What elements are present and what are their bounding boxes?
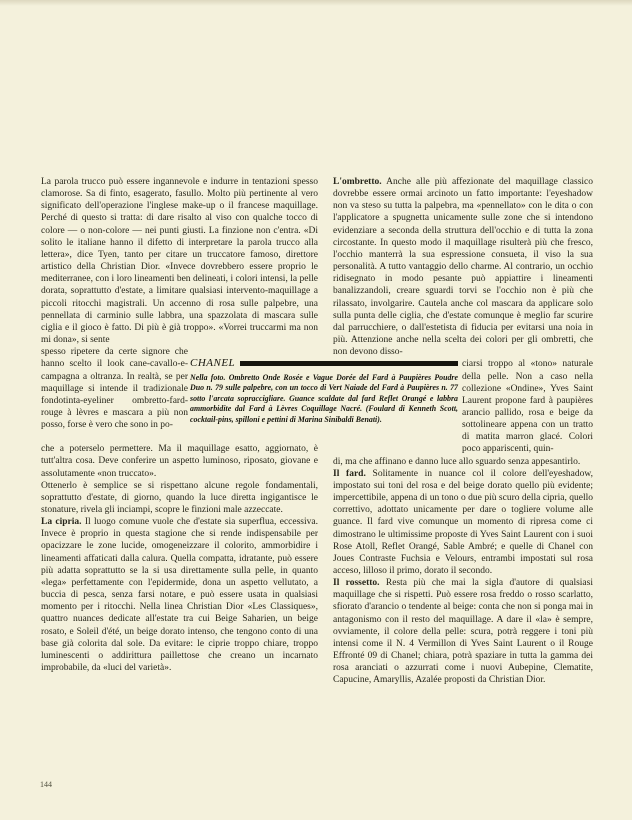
paragraph-cipria-text: Il luogo comune vuole che d'estate sia superflua, eccessiva. Invece è proprio in questa stagione che si rende indispensabile per opacizzare le zone lucide, omogeneizzare il colorito, ammorbidire i lineamenti affaticati dalla calura. Quella compatta, idratante, può essere più adatta soprattutto se la si usa direttamente sulla pelle, in quanto «lega» perfettamente con l'epidermide, dona un aspetto vellutato, a buccia di pesca, senza farsi notare, e può essere usata in qualsiasi momento per i ritocchi. Nella linea Christian Dior «Les Classiques», quattro nuances dedicate all'estate tra cui Beige Saharien, un beige rosato, e Soleil d'été, un beige dorato intenso, che tengono conto di una base già colorita dal sole. Da evitare: le ciprie troppo chiare, troppo luminescenti o addirittura paillettose che creano un incarnato improbabile, da «luci del varietà». [41,517,318,673]
chanel-caption-text: Nella foto. Ombretto Onde Rosée e Vague Dorée del Fard à Paupières Poudre Duo n. 79 sulle palpebre, con un tocco di Vert Naiade del Fard à Paupières n. 77 sotto l'arcata sopraccigliare. Guance scaldate dal fard Reflet Orangé e labbra ammorbidite dal Fard à Lèvres Coquillage Nacré. (Foulard di Kenneth Scott, cocktail-pins, spilloni e pettini di Marina Sinibaldi Benati). [190,373,458,424]
paragraph-ombretto-lead: L'ombretto. [333,177,382,187]
chanel-caption-header [190,356,458,369]
horizontal-rule [240,361,458,366]
paragraph-intro: La parola trucco può essere ingannevole e indurre in tentazioni spesso clamorose. Sa di finto, esagerato, fasullo. Molto più pertinente al vero significato dell'operazione l'inglese make-up o il francese maquillage. Perché di questo si tratta: di dare risalto al viso con qualche tocco di colore — o non-colore — nei punti giusti. La finzione non c'entra. «Di solito le italiane hanno il difetto di interpretare la parola trucco alla lettera», dice Tyen, tanto per citare un truccatore famoso, direttore artistico della Christian Dior. «Invece dovrebbero essere proprio le mediterranee, con i loro lineamenti ben delineati, i colori intensi, la pelle dorata, soprattutto d'estate, a limitare qualsiasi intervento-maquillage a piccoli ritocchi magistrali. Un accenno di rosa sulle palpebre, una pennellata di carminio sulle labbra, una spazzolata di mascara sulle ciglia e il gioco è fatto. Di più è già troppo». «Vorrei truccarmi ma non mi dona», si sente [41,177,318,346]
paragraph-rossetto [333,577,593,686]
paragraph-ombretto-text: Anche alle più affezionate del maquillage classico dovrebbe essere ormai arcinoto un fatto importante: l'eyeshadow non va steso su tutta la palpebra, ma «pennellato» con le dita o con l'applicatore a spugnetta unicamente sulle zone che si intendono evidenziare a seconda della struttura dell'occhio e di tutta la zona circostante. In questo modo il maquillage risulterà più che fresco, l'occhio manterrà la sua espressione consueta, il viso la sua personalità. A tutto vantaggio dello charme. Al contrario, un occhio ridisegnato in modo pesante può appiattire i lineamenti banalizzandoli, creare sguardi torvi se l'occhio non è più che rilassato, involgarire. Cautela anche col mascara da applicare solo sulla punta delle ciglia, che d'estate comunque è meglio far scurire dal parrucchiere, o dall'estetista di fiducia per evitarsi una noia in più. Attenzione anche nella scelta dei colori per gli ombretti, che non devono disso- [333,177,593,358]
paragraph-rossetto-lead: Il rossetto. [333,578,380,589]
page-number: 144 [40,780,52,789]
paragraph-cipria-lead: La cipria. [41,517,82,528]
paragraph-intro-narrow-wrap: spesso ripetere da certe signore che hanno scelto il look cane-cavallo-e-campagna a oltranza. In realtà, se per maquillage si intende il tradizionale fondotinta-eyeliner ombretto-fard-rouge à lèvres e mascara a più non posso, forse è vero che sono in po- [41,347,188,431]
paragraph-ombretto-continuation: di, ma che affinano e danno luce allo sguardo senza appesantirlo. [333,456,581,467]
paragraph-ombretto [333,176,593,358]
paragraph-rossetto-text: Resta più che mai la sigla d'autore di qualsiasi maquillage che si rispetti. Può essere rosa freddo o rosso scarlatto, sfiorato d'arancio o tendente al beige: conta che non si ponga mai in antagonismo con il resto del maquillage. A dare il «la» è sempre, ovviamente, il colore della pelle: scura, potrà reggere i toni più intensi come il N. 4 Vermillon di Yves Saint Laurent o il Rouge Effronté 09 di Chanel; chiara, potrà spaziare in tutta la gamma dei rosa aranciati o azzurrati come i nuovi Aubepine, Clematite, Capucine, Amaryllis, Azalée proposti da Christian Dior. [333,578,593,686]
paragraph-fard-text: Solitamente in nuance col il colore dell'eyeshadow, impostato sui toni del rosa e del beige dorato quello più evidente; impercettibile, appena di un tono o due più scuro della cipria, quello correttivo, adottato unicamente per dare o togliere volume alle guance. Il fard vive comunque un momento di ripresa come ci dimostrano le ultimissime proposte di Yves Saint Laurent con i suoi Rose Atoll, Reflet Orangé, Sable Ambré; e quelle di Chanel con Joues Contraste Fuchsia e Velours, entrambi impostati sul rosa acceso, lilloso il primo, dorato il secondo. [333,468,594,576]
paragraph-intro-continuation: che a poterselo permettere. Ma il maquillage esatto, aggiornato, è tutt'altra cosa. Deve conferire un aspetto luminoso, riposato, giovane e assolutamente «non truccato». [41,444,318,479]
paragraph-fard [333,468,593,577]
paragraph-cipria [41,516,318,674]
paragraph-rules: Ottenerlo è semplice se si rispettano alcune regole fondamentali, soprattutto d'estate, di giorno, quando la luce diretta ingigantisce le stonature, rivela gli inciampi, scopre le finzioni male azzeccate. [41,480,318,515]
paragraph-ombretto-narrow-wrap: ciarsi troppo al «tono» naturale della pelle. Non a caso nella collezione «Ondine», Yves Saint Laurent propone fard à paupières arancio pallido, rosa e beige da sottolineare appena con un tratto di matita marron glacé. Colori poco appariscenti, quin- [462,359,593,455]
paragraph-fard-lead: Il fard. [333,468,366,479]
chanel-brand-label: CHANEL [190,356,236,369]
chanel-caption-box [190,356,458,433]
